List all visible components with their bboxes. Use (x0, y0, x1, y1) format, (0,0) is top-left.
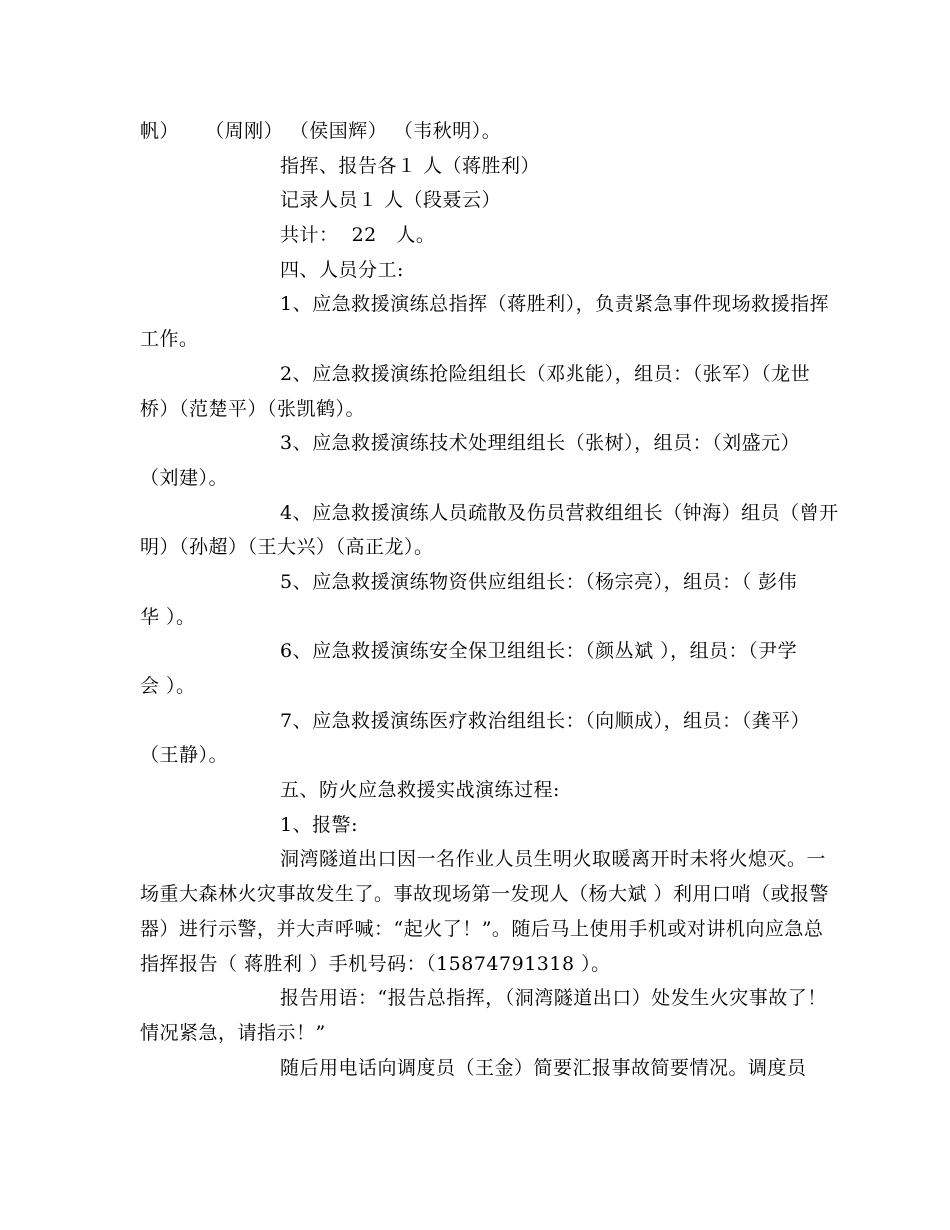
text-line-13: 明）（孙超）（王大兴）（高正龙）。 (140, 536, 434, 559)
text-line-27: 情况紧急，请指示！” (140, 1021, 326, 1044)
text-line-7: 工作。 (140, 328, 199, 351)
text-line-18: 7、应急救援演练医疗救治组组长：（向顺成），组员：（龚平） (280, 709, 811, 732)
text-line-9: 桥）（范楚平）（张凯鹤）。 (140, 397, 366, 420)
text-line-26: 报告用语：“报告总指挥，（洞湾隧道出口）处发生火灾事故了！ (280, 987, 827, 1010)
text-line-23: 场重大森林火灾事故发生了。事故现场第一发现人（杨大斌 ）利用口哨（或报警 (140, 883, 830, 906)
text-line-24: 器）进行示警，并大声呼喊：“起火了！”。随后马上使用手机或对讲机向应急总 (140, 917, 824, 940)
text-line-12: 4、应急救援演练人员疏散及伤员营救组组长（钟海）组员（曾开 (280, 501, 839, 524)
section-heading-5: 五、防火应急救援实战演练过程: (280, 779, 560, 802)
text-line-1: 帆） （周刚） （侯国辉） （韦秋明）。 (140, 120, 502, 142)
text-line-4: 共计： 22 人。 (280, 224, 436, 247)
text-line-8: 2、应急救援演练抢险组组长（邓兆能），组员：（张军）（龙世 (280, 362, 811, 385)
text-line-11: （刘建）。 (140, 466, 229, 489)
text-line-14: 5、应急救援演练物资供应组组长：（杨宗亮），组员：（ 彭伟 (280, 570, 798, 593)
text-line-15: 华 ）。 (140, 605, 196, 628)
document-page (140, 114, 839, 1085)
text-line-10: 3、应急救援演练技术处理组组长（张树），组员：（刘盛元） (280, 432, 801, 455)
text-line-25: 指挥报告（ 蒋胜利 ）手机号码：（15874791318 ）。 (140, 952, 611, 975)
text-line-2: 指挥、报告各１ 人（蒋胜利） (280, 154, 541, 177)
text-line-28: 随后用电话向调度员（王金）简要汇报事故简要情况。调度员 (280, 1056, 807, 1079)
text-line-16: 6、应急救援演练安全保卫组组长：（颜丛斌 ），组员：（尹学 (280, 640, 798, 663)
section-heading-4: 四、人员分工: (280, 258, 404, 281)
text-line-17: 会 ）。 (140, 675, 196, 697)
text-line-3: 记录人员１ 人（段聂云） (280, 189, 502, 212)
text-line-22: 洞湾隧道出口因一名作业人员生明火取暖离开时未将火熄灭。一 (280, 848, 827, 871)
text-line-19: （王静）。 (140, 744, 229, 767)
text-line-6: 1、应急救援演练总指挥（蒋胜利），负责紧急事件现场救援指挥 (280, 293, 830, 316)
subsection-heading-alarm: 1、报警: (280, 813, 358, 836)
